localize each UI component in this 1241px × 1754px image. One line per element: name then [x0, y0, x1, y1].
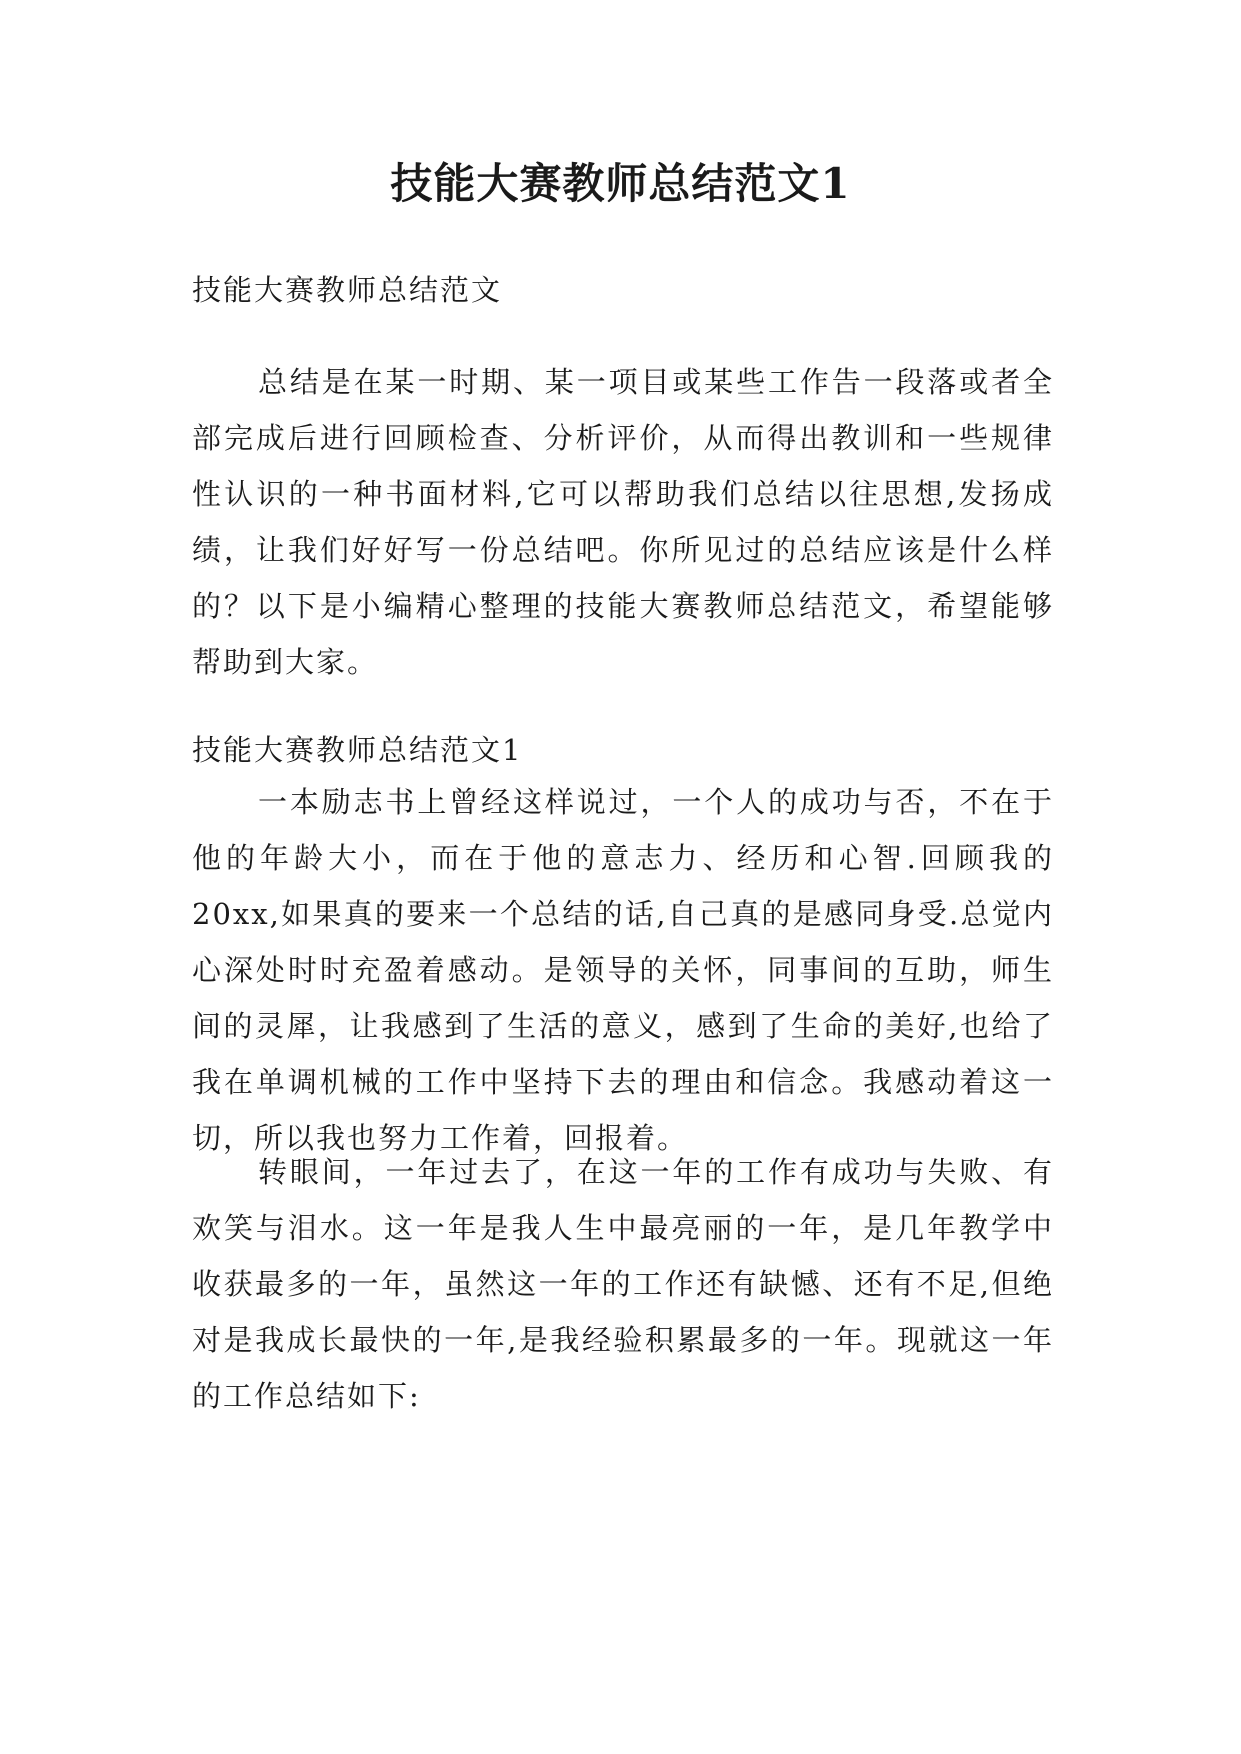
body-paragraph-1: 一本励志书上曾经这样说过，一个人的成功与否，不在于他的年龄大小，而在于他的意志力、经历和心智.回顾我的20xx,如果真的要来一个总结的话,自己真的是感同身受.总觉内心深处时时充盈着感动。是领导的关怀，同事间的互助，师生间的灵犀，让我感到了生活的意义，感到了生命的美好,也给了我在单调机械的工作中坚持下去的理由和信念。我感动着这一切，所以我也努力工作着，回报着。: [192, 785, 1054, 1155]
section-heading: 技能大赛教师总结范文1: [192, 733, 523, 767]
document-title: 技能大赛教师总结范文1: [390, 159, 851, 208]
body-paragraph-2: 转眼间，一年过去了，在这一年的工作有成功与失败、有欢笑与泪水。这一年是我人生中最亮丽的一年，是几年教学中收获最多的一年，虽然这一年的工作还有缺憾、还有不足,但绝对是我成长最快的一年,是我经验积累最多的一年。现就这一年的工作总结如下:: [192, 1155, 1054, 1413]
intro-paragraph: 总结是在某一时期、某一项目或某些工作告一段落或者全部完成后进行回顾检查、分析评价，从而得出教训和一些规律性认识的一种书面材料,它可以帮助我们总结以往思想,发扬成绩，让我们好好写一份总结吧。你所见过的总结应该是什么样的？以下是小编精心整理的技能大赛教师总结范文，希望能够帮助到大家。: [192, 365, 1054, 679]
document-subtitle: 技能大赛教师总结范文: [192, 273, 503, 307]
